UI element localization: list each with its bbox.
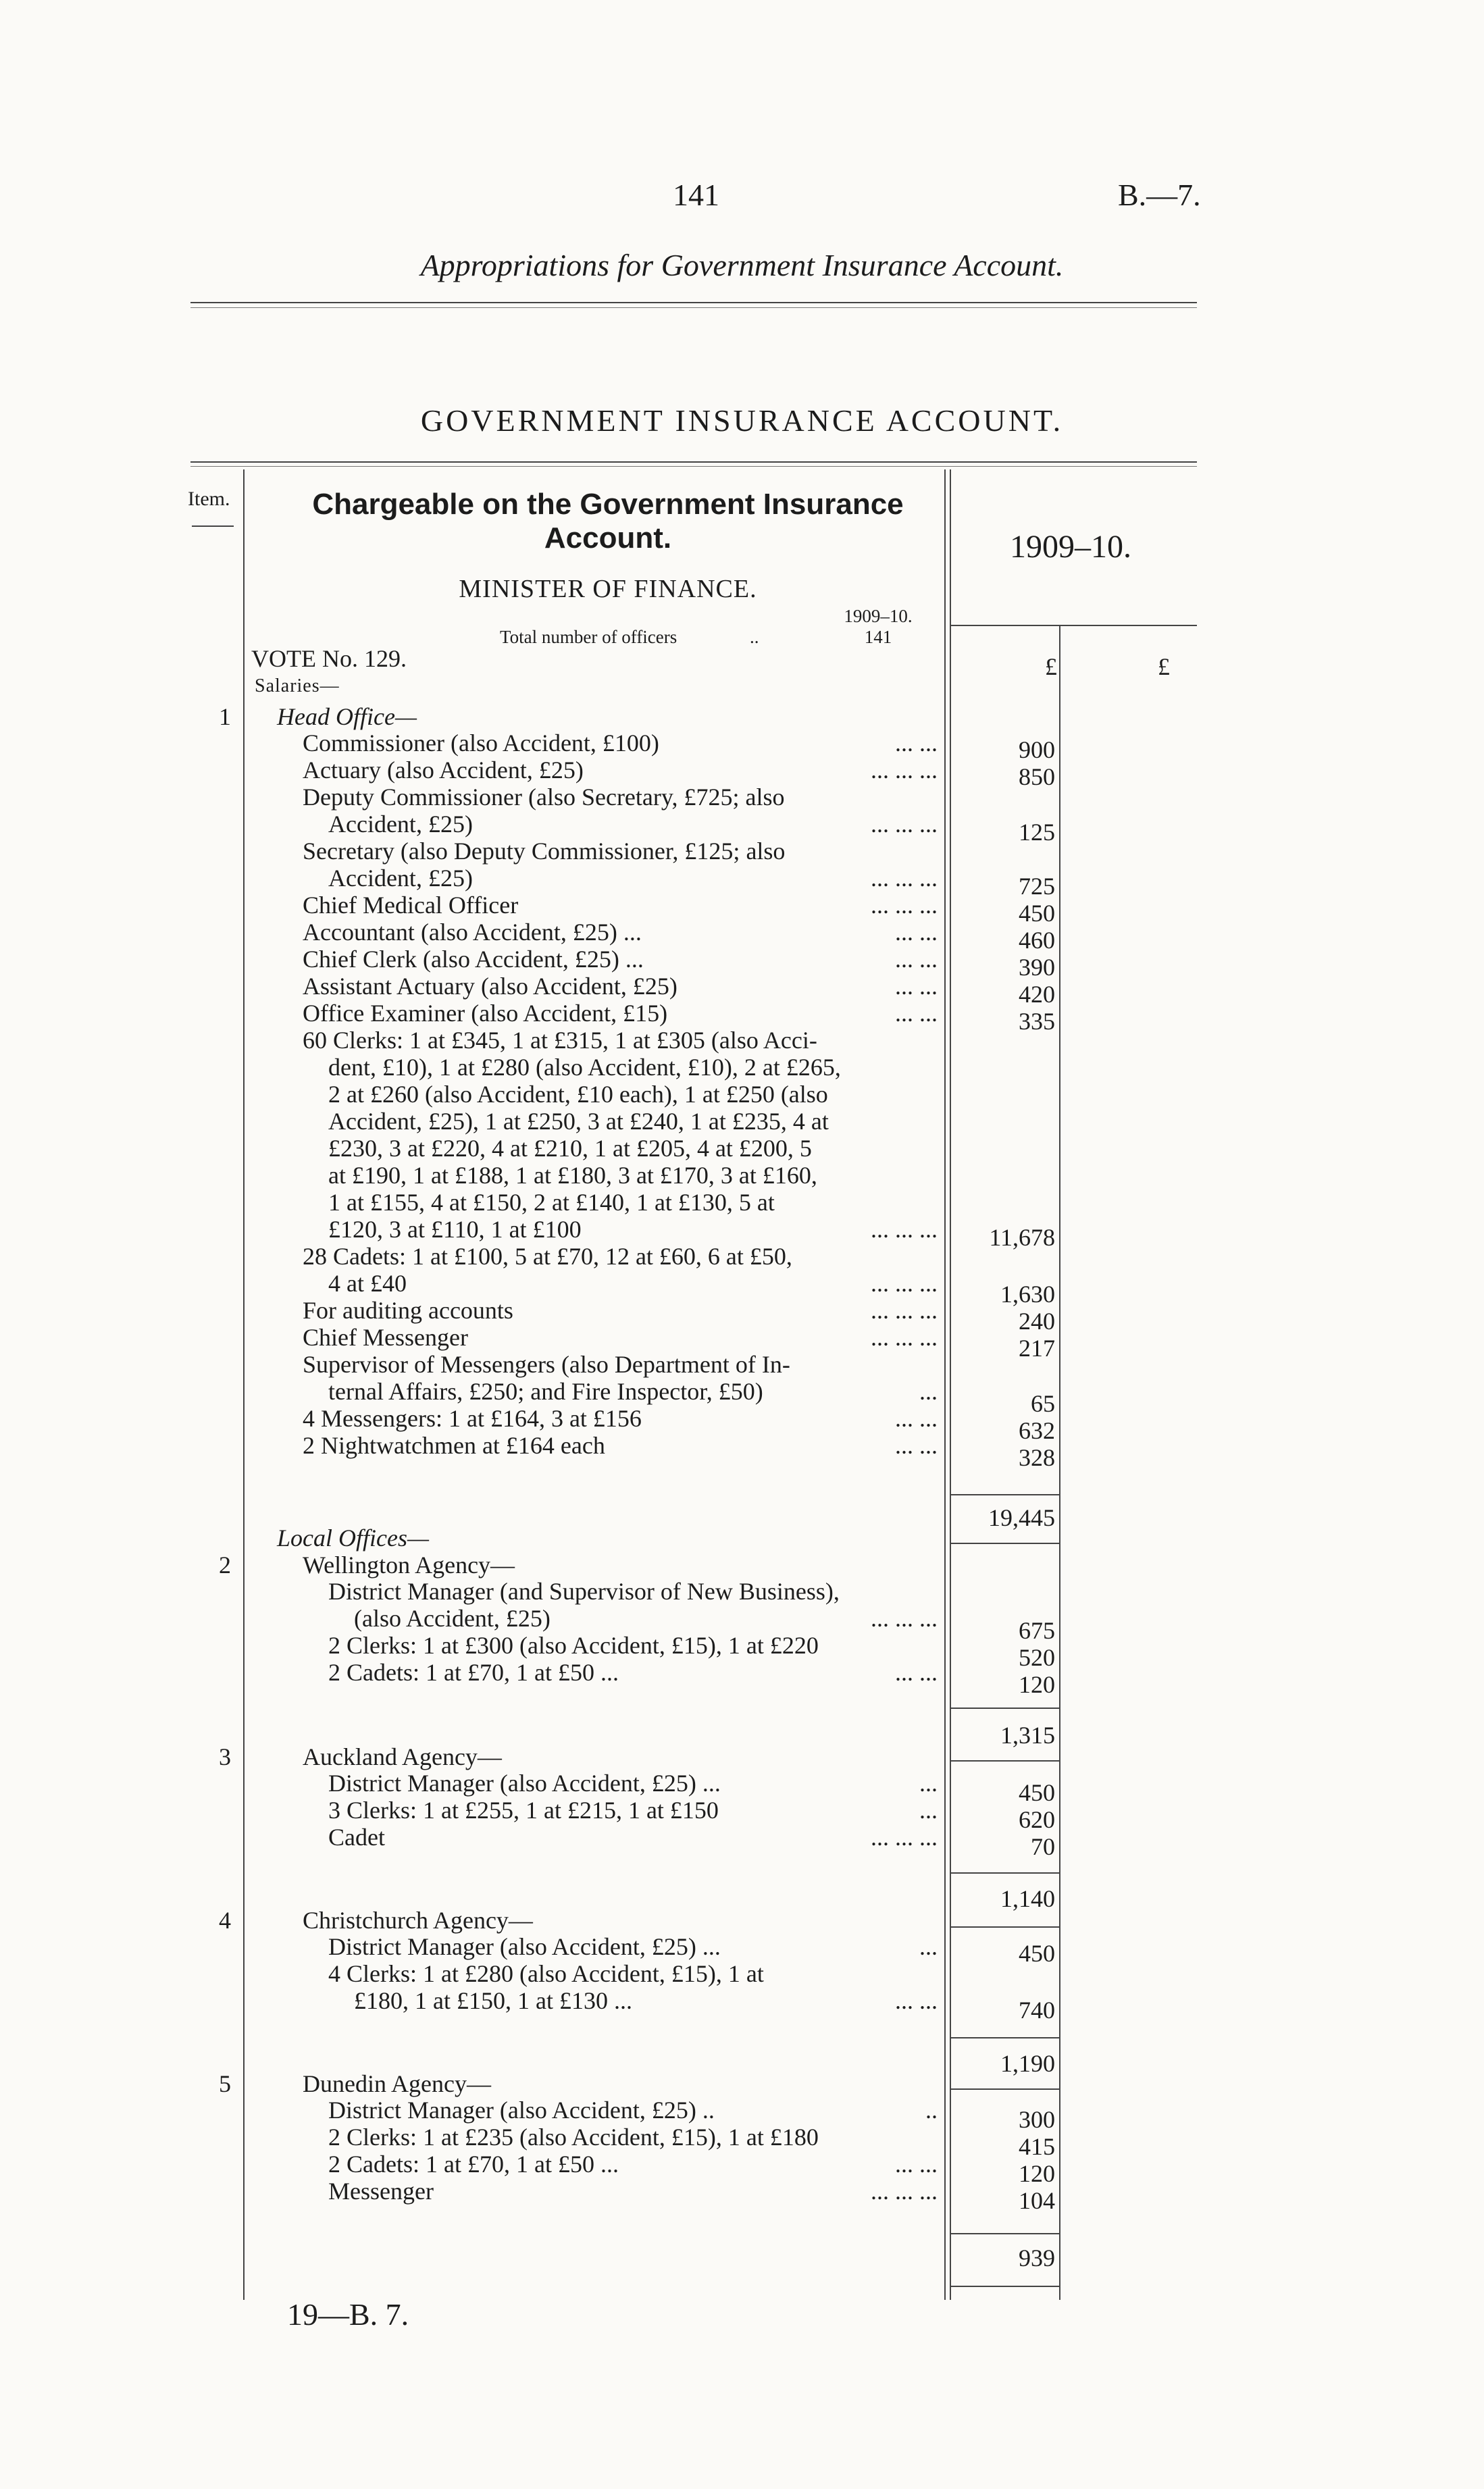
section-title: GOVERNMENT INSURANCE ACCOUNT.	[420, 403, 1064, 438]
leader-dots: ... ...	[895, 1405, 938, 1432]
currency-header: £	[1045, 653, 1057, 680]
line-item	[303, 838, 938, 865]
group-heading: Head Office—	[277, 703, 417, 730]
leader-dots: ... ... ...	[871, 892, 938, 919]
subtotal-rule	[951, 2286, 1059, 2287]
subtotal-rule	[951, 1543, 1059, 1544]
leader-dots: ... ...	[895, 2151, 938, 2178]
rule	[190, 466, 1197, 467]
line-item	[328, 2097, 938, 2124]
line-amount: 328	[1019, 1444, 1055, 1471]
line-item-text: District Manager (and Supervisor of New Business),	[328, 1578, 840, 1605]
line-item-text: 2 Cadets: 1 at £70, 1 at £50 ...	[328, 1659, 619, 1686]
line-item-text: Messenger	[328, 2178, 434, 2205]
line-amount: 1,630	[1000, 1281, 1055, 1308]
line-amount: 450	[1019, 1779, 1055, 1806]
line-item	[328, 865, 938, 892]
line-amount: 65	[1031, 1390, 1055, 1417]
leader-dots: ... ...	[895, 919, 938, 946]
page-number: 141	[673, 178, 719, 212]
leader-dots: ... ...	[895, 1987, 938, 2014]
line-item-text: Office Examiner (also Accident, £15)	[303, 1000, 668, 1027]
line-item	[303, 784, 938, 811]
leader-dots: ... ...	[895, 1659, 938, 1686]
line-item	[328, 1054, 938, 1081]
line-item-text: Cadet	[328, 1824, 385, 1851]
line-item-text: 2 Clerks: 1 at £235 (also Accident, £15), 1 at £180	[328, 2124, 819, 2151]
chargeable-heading: Chargeable on the Government Insurance Account.	[312, 488, 904, 555]
line-item	[354, 1987, 938, 2014]
line-amount: 675	[1019, 1617, 1055, 1644]
line-amount: 415	[1019, 2133, 1055, 2160]
line-item	[303, 973, 938, 1000]
leader-dots: ... ... ...	[871, 1270, 938, 1297]
item-number: 4	[219, 1907, 231, 1934]
rule	[190, 461, 1197, 463]
line-item-text: £180, 1 at £150, 1 at £130 ...	[354, 1987, 632, 2014]
leader-dots: ... ... ...	[871, 2178, 938, 2205]
leader-dots: ...	[919, 1378, 938, 1405]
rule	[190, 302, 1197, 303]
subtotal-rule	[951, 1926, 1059, 1928]
line-item	[328, 1797, 938, 1824]
line-item	[328, 1162, 938, 1189]
subtotal-amount: 939	[1019, 2244, 1055, 2272]
line-amount: 335	[1019, 1008, 1055, 1035]
column-rule	[243, 469, 245, 2300]
line-item	[303, 1000, 938, 1027]
leader-dots: ... ... ...	[871, 1297, 938, 1324]
line-item-text: Secretary (also Deputy Commissioner, £125; also	[303, 838, 786, 865]
line-amount: 70	[1031, 1833, 1055, 1860]
subtotal-rule	[951, 1494, 1059, 1495]
leader-dots: ... ... ...	[871, 865, 938, 892]
line-item-text: 4 at £40	[328, 1270, 407, 1297]
line-item-text: District Manager (also Accident, £25) ...	[328, 1770, 721, 1797]
line-item-text: Actuary (also Accident, £25)	[303, 756, 584, 784]
line-item-text: £120, 3 at £110, 1 at £100	[328, 1216, 582, 1243]
subtotal-rule	[951, 2037, 1059, 2038]
line-amount: 104	[1019, 2187, 1055, 2214]
leader-dots: ..	[925, 2097, 938, 2124]
line-amount: 450	[1019, 900, 1055, 927]
line-amount: 450	[1019, 1940, 1055, 1967]
line-item	[328, 1933, 938, 1960]
agency-heading: Wellington Agency—	[303, 1551, 515, 1579]
line-item	[328, 1270, 938, 1297]
salaries-heading: Salaries—	[255, 675, 340, 696]
line-item-text: Chief Clerk (also Accident, £25) ...	[303, 946, 644, 973]
subtotal-amount: 1,190	[1000, 2050, 1055, 2077]
leader-dots: ...	[919, 1933, 938, 1960]
line-item-text: Chief Messenger	[303, 1324, 468, 1351]
subtotal-amount: 1,140	[1000, 1885, 1055, 1912]
line-item-text: £230, 3 at £220, 4 at £210, 1 at £205, 4 at £200, 5	[328, 1135, 812, 1162]
leader-dots: ... ...	[895, 946, 938, 973]
line-amount: 520	[1019, 1644, 1055, 1671]
document-reference: B.—7.	[1118, 178, 1201, 212]
line-item-text: 4 Clerks: 1 at £280 (also Accident, £15), 1 at	[328, 1960, 764, 1987]
line-amount: 900	[1019, 736, 1055, 763]
line-amount: 300	[1019, 2106, 1055, 2133]
line-item	[303, 946, 938, 973]
minister-heading: MINISTER OF FINANCE.	[459, 575, 757, 603]
line-item	[328, 1108, 938, 1135]
line-item-text: 4 Messengers: 1 at £164, 3 at £156	[303, 1405, 642, 1432]
line-item	[328, 1632, 938, 1659]
agency-heading: Christchurch Agency—	[303, 1907, 533, 1934]
line-amount: 120	[1019, 2160, 1055, 2187]
line-item	[328, 811, 938, 838]
line-item-text: 28 Cadets: 1 at £100, 5 at £70, 12 at £60, 6 at £50,	[303, 1243, 792, 1270]
line-item-text: 2 Nightwatchmen at £164 each	[303, 1432, 605, 1459]
item-column-header: Item.	[188, 488, 230, 510]
subtotal-rule	[951, 2088, 1059, 2090]
leader-dots: ...	[919, 1797, 938, 1824]
line-item-text: For auditing accounts	[303, 1297, 513, 1324]
line-item-text: District Manager (also Accident, £25) ..	[328, 2097, 715, 2124]
subtotal-amount: 1,315	[1000, 1722, 1055, 1749]
line-item-text: Deputy Commissioner (also Secretary, £725; also	[303, 784, 785, 811]
line-item-text: 60 Clerks: 1 at £345, 1 at £315, 1 at £305 (also Acci-	[303, 1027, 817, 1054]
line-item	[328, 1960, 938, 1987]
item-number: 5	[219, 2070, 231, 2097]
item-number: 2	[219, 1551, 231, 1579]
line-amount: 390	[1019, 954, 1055, 981]
line-item	[328, 1770, 938, 1797]
subtotal-rule	[951, 1872, 1059, 1874]
line-item	[328, 1081, 938, 1108]
line-item-text: 1 at £155, 4 at £150, 2 at £140, 1 at £130, 5 at	[328, 1189, 775, 1216]
subtotal-rule	[951, 1708, 1059, 1709]
line-item-text: 2 Cadets: 1 at £70, 1 at £50 ...	[328, 2151, 619, 2178]
line-amount: 240	[1019, 1308, 1055, 1335]
leader-dots: ... ... ...	[871, 811, 938, 838]
line-item-text: 3 Clerks: 1 at £255, 1 at £215, 1 at £150	[328, 1797, 719, 1824]
line-item-text: 2 at £260 (also Accident, £10 each), 1 at £250 (also	[328, 1081, 828, 1108]
line-item-text: Assistant Actuary (also Accident, £25)	[303, 973, 677, 1000]
line-amount: 120	[1019, 1671, 1055, 1698]
agency-heading: Dunedin Agency—	[303, 2070, 491, 2097]
line-item	[303, 1027, 938, 1054]
leader-dots: ... ... ...	[871, 1824, 938, 1851]
line-item	[328, 2178, 938, 2205]
line-item	[303, 1243, 938, 1270]
line-item-text: Accountant (also Accident, £25) ...	[303, 919, 642, 946]
line-amount: 620	[1019, 1806, 1055, 1833]
leader-dots: ... ...	[895, 1432, 938, 1459]
officers-year: 1909–10.	[844, 606, 913, 626]
line-item-text: ternal Affairs, £250; and Fire Inspector, £50)	[328, 1378, 763, 1405]
rule	[192, 525, 234, 527]
leader-dots: ... ... ...	[871, 1324, 938, 1351]
line-amount: 850	[1019, 763, 1055, 790]
line-amount: 725	[1019, 873, 1055, 900]
leader-dots: ... ... ...	[871, 1216, 938, 1243]
leader-dots: ... ...	[895, 1000, 938, 1027]
line-amount: 217	[1019, 1335, 1055, 1362]
subtotal-rule	[951, 2233, 1059, 2234]
line-item-text: 2 Clerks: 1 at £300 (also Accident, £15), 1 at £220	[328, 1632, 819, 1659]
line-item-text: Accident, £25)	[328, 865, 473, 892]
item-number: 3	[219, 1743, 231, 1770]
line-amount: 632	[1019, 1417, 1055, 1444]
line-item	[328, 1378, 938, 1405]
officers-label: Total number of officers	[500, 627, 677, 647]
agency-heading: Auckland Agency—	[303, 1743, 502, 1770]
line-amount: 460	[1019, 927, 1055, 954]
line-item-text: Accident, £25)	[328, 811, 473, 838]
subtotal-amount: 19,445	[988, 1504, 1055, 1531]
leader-dots: ..	[750, 627, 759, 647]
footer-signature: 19—B. 7.	[287, 2297, 409, 2332]
column-rule	[944, 469, 946, 2300]
line-item	[303, 1432, 938, 1459]
item-number: 1	[219, 703, 231, 730]
line-item	[303, 1405, 938, 1432]
line-amount: 125	[1019, 819, 1055, 846]
line-item	[354, 1605, 938, 1632]
line-item	[303, 1324, 938, 1351]
line-item-text: District Manager (also Accident, £25) ...	[328, 1933, 721, 1960]
leader-dots: ... ... ...	[871, 756, 938, 784]
column-rule	[950, 469, 951, 2300]
leader-dots: ... ...	[895, 729, 938, 756]
line-amount: 740	[1019, 1997, 1055, 2024]
line-item	[303, 919, 938, 946]
line-item	[328, 1659, 938, 1686]
line-item-text: dent, £10), 1 at £280 (also Accident, £10), 2 at £265,	[328, 1054, 841, 1081]
line-item	[303, 1351, 938, 1378]
rule	[190, 307, 1197, 308]
line-item-text: Supervisor of Messengers (also Department of In-	[303, 1351, 790, 1378]
line-item	[303, 892, 938, 919]
leader-dots: ...	[919, 1770, 938, 1797]
line-item	[328, 2124, 938, 2151]
currency-header: £	[1158, 653, 1170, 680]
line-item	[303, 756, 938, 784]
line-item	[328, 1216, 938, 1243]
line-item	[303, 729, 938, 756]
line-amount: 420	[1019, 981, 1055, 1008]
running-title: Appropriations for Government Insurance Account.	[420, 248, 1064, 282]
line-item-text: Chief Medical Officer	[303, 892, 519, 919]
leader-dots: ... ...	[895, 973, 938, 1000]
line-item	[328, 1824, 938, 1851]
column-rule	[1059, 625, 1060, 2300]
line-item-text: at £190, 1 at £188, 1 at £180, 3 at £170, 3 at £160,	[328, 1162, 817, 1189]
line-item	[303, 1297, 938, 1324]
leader-dots: ... ... ...	[871, 1605, 938, 1632]
line-item	[328, 1135, 938, 1162]
line-item-text: Accident, £25), 1 at £250, 3 at £240, 1 at £235, 4 at	[328, 1108, 829, 1135]
group-heading: Local Offices—	[277, 1524, 429, 1551]
header-rule	[950, 625, 1197, 626]
line-item-text: Commissioner (also Accident, £100)	[303, 729, 659, 756]
year-column-header: 1909–10.	[1010, 529, 1131, 565]
line-item	[328, 1189, 938, 1216]
line-item	[328, 1578, 938, 1605]
line-item-text: (also Accident, £25)	[354, 1605, 551, 1632]
line-amount: 11,678	[989, 1224, 1055, 1251]
subtotal-rule	[951, 1760, 1059, 1762]
officers-count: 141	[864, 627, 892, 647]
vote-number: VOTE No. 129.	[251, 645, 407, 672]
line-item	[328, 2151, 938, 2178]
